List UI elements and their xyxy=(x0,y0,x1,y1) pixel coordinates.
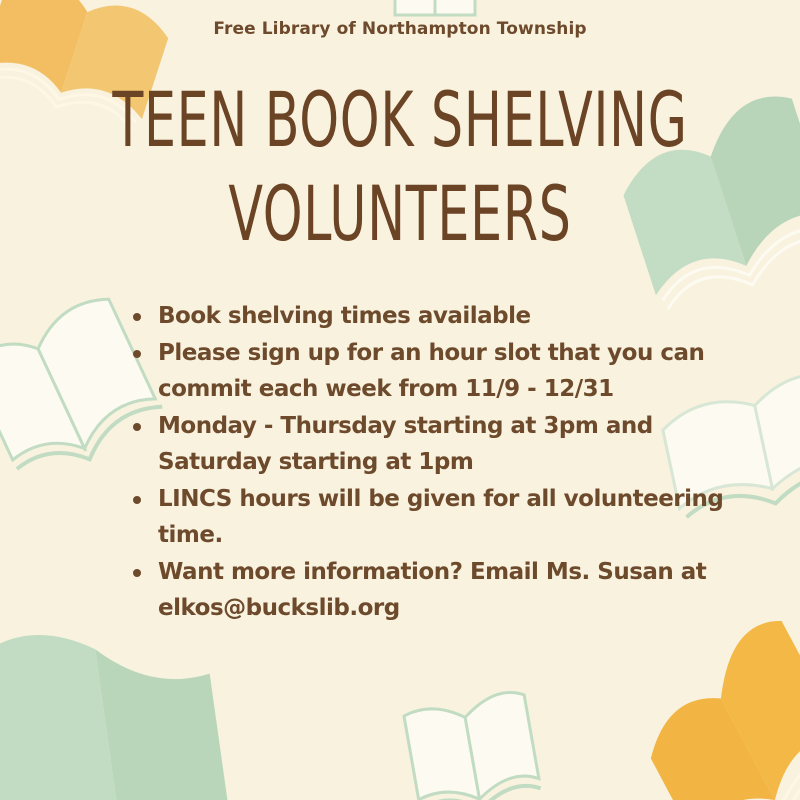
bullet-dot-icon xyxy=(133,313,141,321)
bullet-dot-icon xyxy=(133,569,141,577)
list-item-text: LINCS hours will be given for all volunteering time. xyxy=(158,485,724,548)
list-item-text: Monday - Thursday starting at 3pm and Saturday starting at 1pm xyxy=(158,412,653,475)
info-bullet-list xyxy=(128,298,738,627)
bullet-dot-icon xyxy=(133,496,141,504)
open-book-icon xyxy=(403,690,542,800)
bullet-dot-icon xyxy=(133,423,141,431)
list-item xyxy=(128,408,738,481)
open-book-icon xyxy=(619,615,800,800)
list-item xyxy=(128,481,738,554)
list-item-text: Please sign up for an hour slot that you can commit each week from 11/9 - 12/31 xyxy=(158,339,705,402)
list-item xyxy=(128,298,738,335)
list-item-text: Book shelving times available xyxy=(158,303,531,329)
open-book-icon xyxy=(0,611,229,800)
list-item xyxy=(128,335,738,408)
organization-name: Free Library of Northampton Township xyxy=(213,19,587,39)
list-item-text: Want more information? Email Ms. Susan at elkos@buckslib.org xyxy=(158,558,707,621)
page-title-line-1: TEEN BOOK SHELVING xyxy=(112,75,688,164)
bullet-dot-icon xyxy=(133,350,141,358)
list-item xyxy=(128,554,738,627)
open-book-icon xyxy=(395,0,475,15)
page-title-line-2: VOLUNTEERS xyxy=(228,169,572,258)
